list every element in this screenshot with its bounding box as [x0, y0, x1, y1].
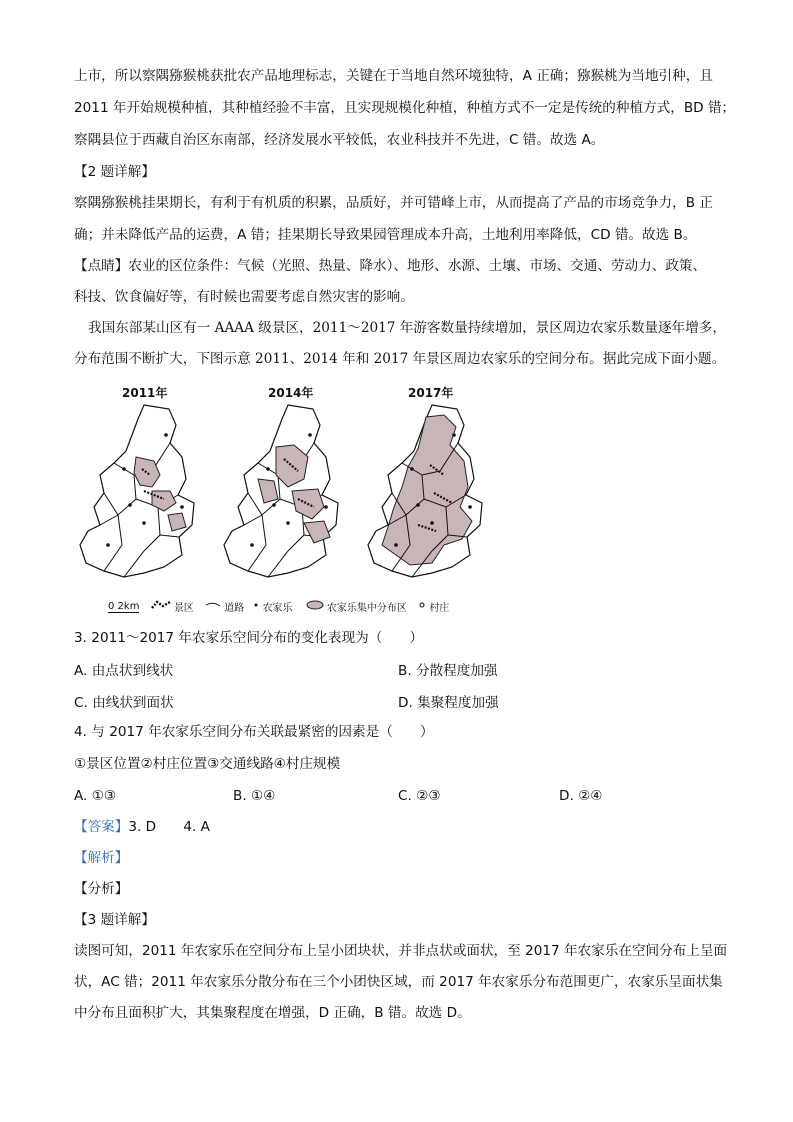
intro-line: 分布范围不断扩大，下图示意 2011、2014 年和 2017 年景区周边农家乐的空间分布。据此完成下面小题。: [74, 351, 726, 367]
answer-line: [74, 818, 210, 836]
map-2014: [218, 395, 368, 585]
road-icon: [205, 600, 221, 613]
legend-farmhouse-label: 农家乐: [262, 603, 293, 614]
scenic-area-icon: [151, 600, 171, 613]
option-d: D. 集聚程度加强: [398, 695, 499, 711]
text-line: 科技、饮食偏好等，有时候也需要考虑自然灾害的影响。: [74, 289, 414, 305]
option-a: A. 由点状到线状: [74, 663, 174, 679]
option-b: B. 分散程度加强: [398, 663, 498, 679]
intro-line: 我国东部某山区有一 AAAA 级景区，2011～2017 年游客数量持续增加，景区周边农家乐数量逐年增多，: [88, 320, 726, 336]
map-title-2014: 2014年: [268, 386, 314, 400]
answer-tag: 【答案】: [74, 819, 129, 835]
cluster-area-icon: [306, 600, 324, 613]
section-header: 【3 题详解】: [74, 912, 155, 928]
legend-village-label: 村庄: [429, 603, 450, 614]
map-title-2017: 2017年: [408, 386, 454, 400]
section-header: 【分析】: [74, 881, 129, 897]
scale-bar: 0 2km: [108, 600, 140, 612]
text-line: 确；并未降低产品的运费，A 错；挂果期长导致果园管理成本升高，土地利用率降低，CD 错。故选 B。: [74, 227, 697, 243]
legend-scenic-label: 景区: [173, 603, 194, 614]
map-2011: [74, 395, 224, 585]
text-line: 察隅县位于西藏自治区东南部，经济发展水平较低，农业科技并不先进，C 错。故选 A。: [74, 132, 605, 148]
text-line: 察隅猕猴桃挂果期长，有利于有机质的积累，品质好，并可错峰上市，从而提高了产品的市场竞争力，B 正: [74, 195, 713, 211]
question-stem: 3. 2011～2017 年农家乐空间分布的变化表现为（ ）: [74, 630, 424, 646]
answer-text: 3. D 4. A: [128, 819, 210, 835]
legend-cluster-label: 农家乐集中分布区: [326, 603, 407, 614]
analysis-tag: 【解析】: [74, 850, 129, 866]
option-d: D. ②④: [559, 788, 603, 804]
farmhouse-icon: [253, 600, 259, 613]
option-c: C. ②③: [398, 788, 441, 804]
option-a: A. ①③: [74, 788, 117, 804]
text-line: 【点睛】农业的区位条件：气候（光照、热量、降水）、地形、水源、土壤、市场、交通、劳动力、政策、: [74, 258, 707, 274]
option-c: C. 由线状到面状: [74, 695, 174, 711]
text-line: 上市，所以察隅猕猴桃获批农产品地理标志，关键在于当地自然环境独特，A 正确；猕猴桃为当地引种，且: [74, 68, 713, 84]
section-header: 【2 题详解】: [74, 164, 155, 180]
map-2017: [352, 395, 512, 585]
text-line: 状，AC 错；2011 年农家乐分散分布在三个小团快区域，而 2017 年农家乐分布范围更广，农家乐呈面状集: [74, 974, 723, 990]
map-legend: [108, 599, 449, 614]
legend-road-label: 道路: [224, 603, 245, 614]
text-line: 读图可知，2011 年农家乐在空间分布上呈小团块状，并非点状或面状，至 2017 年农家乐在空间分布上呈面: [74, 943, 728, 959]
text-line: 2011 年开始规模种植，其种植经验不丰富，且实现规模化种植，种植方式不一定是传统的种植方式，BD 错；: [74, 100, 736, 116]
question-stem: 4. 与 2017 年农家乐空间分布关联最紧密的因素是（ ）: [74, 724, 434, 740]
map-title-2011: 2011年: [122, 386, 168, 400]
question-items: ①景区位置②村庄位置③交通线路④村庄规模: [74, 756, 341, 772]
village-icon: [418, 600, 426, 613]
text-line: 中分布且面积扩大，其集聚程度在增强，D 正确，B 错。故选 D。: [74, 1005, 471, 1021]
option-b: B. ①④: [233, 788, 276, 804]
